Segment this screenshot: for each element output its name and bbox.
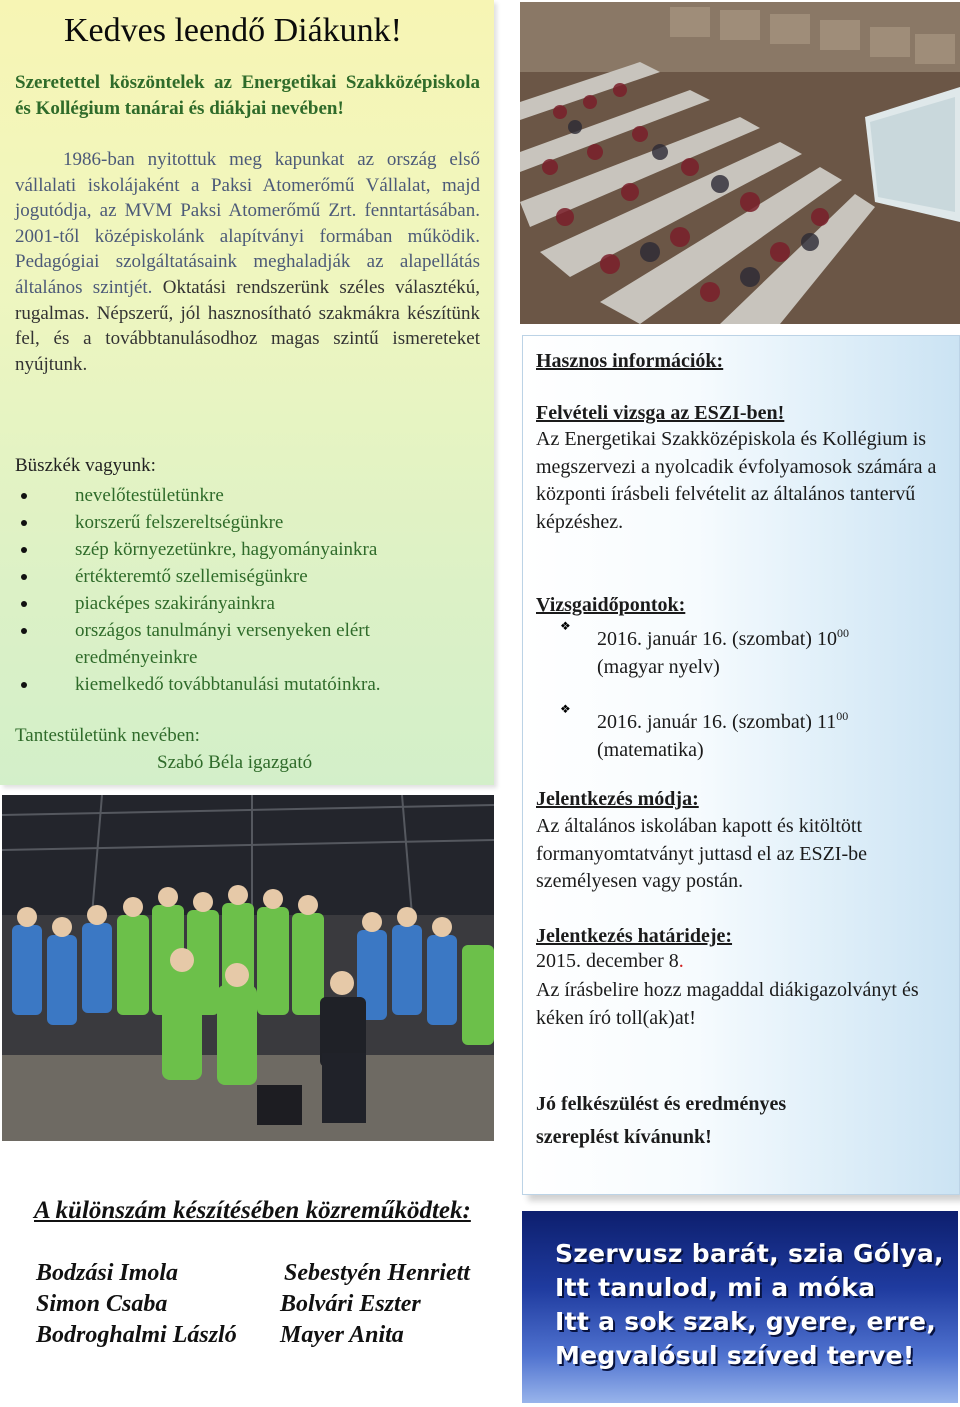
deadline-date-text: 2015. december 8 bbox=[536, 950, 679, 972]
exam-date-2-text: 2016. január 16. (szombat) 11 bbox=[597, 711, 837, 733]
lecture-hall-photo bbox=[520, 2, 960, 324]
slogan-line: Szervusz barát, szia Gólya, bbox=[555, 1239, 944, 1268]
proud-item: piacképes szakirányainkra bbox=[15, 590, 475, 617]
slogan-line: Megvalósul szíved terve! bbox=[555, 1341, 915, 1370]
credit-name: Bolvári Eszter bbox=[280, 1291, 421, 1317]
proud-item: értékteremtő szellemiségünkre bbox=[15, 563, 475, 590]
closing-text: Jó felkészülést és eredményes szereplést kívánunk! bbox=[536, 1093, 787, 1148]
proud-item: szép környezetünkre, hagyományainkra bbox=[15, 536, 475, 563]
dates-title: Vizsgaidőpontok: bbox=[536, 594, 686, 616]
exam-date-2-subject: (matematika) bbox=[597, 738, 704, 761]
signature-name: Szabó Béla igazgató bbox=[157, 752, 313, 773]
exam-date-1 bbox=[597, 620, 849, 681]
credit-name: Bodroghalmi László bbox=[36, 1322, 237, 1348]
credit-name: Sebestyén Henriett bbox=[284, 1260, 470, 1286]
diamond-bullet-icon: ❖ bbox=[560, 702, 571, 716]
proud-item: kiemelkedő továbbtanulási mutatóinkra. bbox=[15, 671, 475, 698]
intro-text bbox=[15, 147, 480, 377]
exam-text: Az Energetikai Szakközépiskola és Kollégium is megszervezi a nyolcadik évfolyamosok számára a központi írásbeli felvételit az általános tantervű képzéshez. bbox=[536, 428, 937, 533]
slogan-line: Itt a sok szak, gyere, erre, bbox=[555, 1307, 937, 1336]
diamond-bullet-icon: ❖ bbox=[560, 619, 571, 633]
proud-title: Büszkék vagyunk: bbox=[15, 455, 156, 476]
apply-method-title: Jelentkezés módja: bbox=[536, 788, 699, 810]
credit-name: Bodzási Imola bbox=[36, 1260, 179, 1286]
slogan-banner bbox=[522, 1211, 958, 1403]
exam-date-2-time: 00 bbox=[836, 709, 849, 723]
proud-item: nevelőtestületünkre bbox=[15, 482, 475, 509]
info-title: Hasznos információk: bbox=[536, 350, 724, 372]
info-panel bbox=[522, 335, 960, 1195]
intro-part2: Oktatási rendszerünk széles választékú, rugalmas. Népszerű, jól hasznosítható szakmákra készítünk fel, és a továbbtanulásodhoz magas szintű ismereteket nyújtunk. bbox=[15, 276, 481, 375]
ceremony-photo bbox=[2, 795, 494, 1141]
proud-list bbox=[15, 482, 475, 698]
proud-item: korszerű felszereltségünkre bbox=[15, 509, 475, 536]
credits-title: A különszám készítésében közreműködtek: bbox=[34, 1197, 471, 1224]
exam-date-2 bbox=[597, 703, 848, 764]
deadline-date bbox=[536, 950, 684, 973]
welcome-panel bbox=[0, 0, 494, 785]
exam-title: Felvételi vizsga az ESZI-ben! bbox=[536, 402, 785, 424]
deadline-text: Az írásbelire hozz magaddal diákigazolványt és kéken író toll(ak)at! bbox=[536, 979, 919, 1029]
exam-date-1-subject: (magyar nyelv) bbox=[597, 655, 720, 678]
deadline-title: Jelentkezés határideje: bbox=[536, 925, 733, 947]
credit-name: Simon Csaba bbox=[36, 1291, 168, 1317]
signature-line1: Tantestületünk nevében: bbox=[15, 725, 200, 746]
greeting-text: Szeretettel köszöntelek az Energetikai Szakközépiskola és Kollégium tanárai és diákjai nevében! bbox=[15, 72, 480, 119]
deadline-dot: . bbox=[678, 950, 684, 972]
exam-date-1-text: 2016. január 16. (szombat) 10 bbox=[597, 628, 837, 650]
credit-name: Mayer Anita bbox=[280, 1322, 404, 1348]
intro-part1: 1986-ban nyitottuk meg kapunkat az ország első vállalati iskolájaként a Paksi Atomerőmű Vállalat, majd jogutódja, az MVM Paksi Atomerőmű Zrt. fenntartásában. 2001-től középiskolánk alapítványi formában működik. Pedagógiai szolgáltatásaink meghaladják az alapellátás általános szintjét. bbox=[15, 149, 480, 298]
welcome-title: Kedves leendő Diákunk! bbox=[64, 12, 403, 49]
proud-item: országos tanulmányi versenyeken elért eredményeinkre bbox=[15, 617, 475, 671]
apply-method-text: Az általános iskolában kapott és kitöltött formanyomtatványt juttasd el az ESZI-be személyesen vagy postán. bbox=[536, 815, 868, 892]
exam-date-1-time: 00 bbox=[836, 626, 849, 640]
slogan-line: Itt tanulod, mi a móka bbox=[555, 1273, 876, 1302]
